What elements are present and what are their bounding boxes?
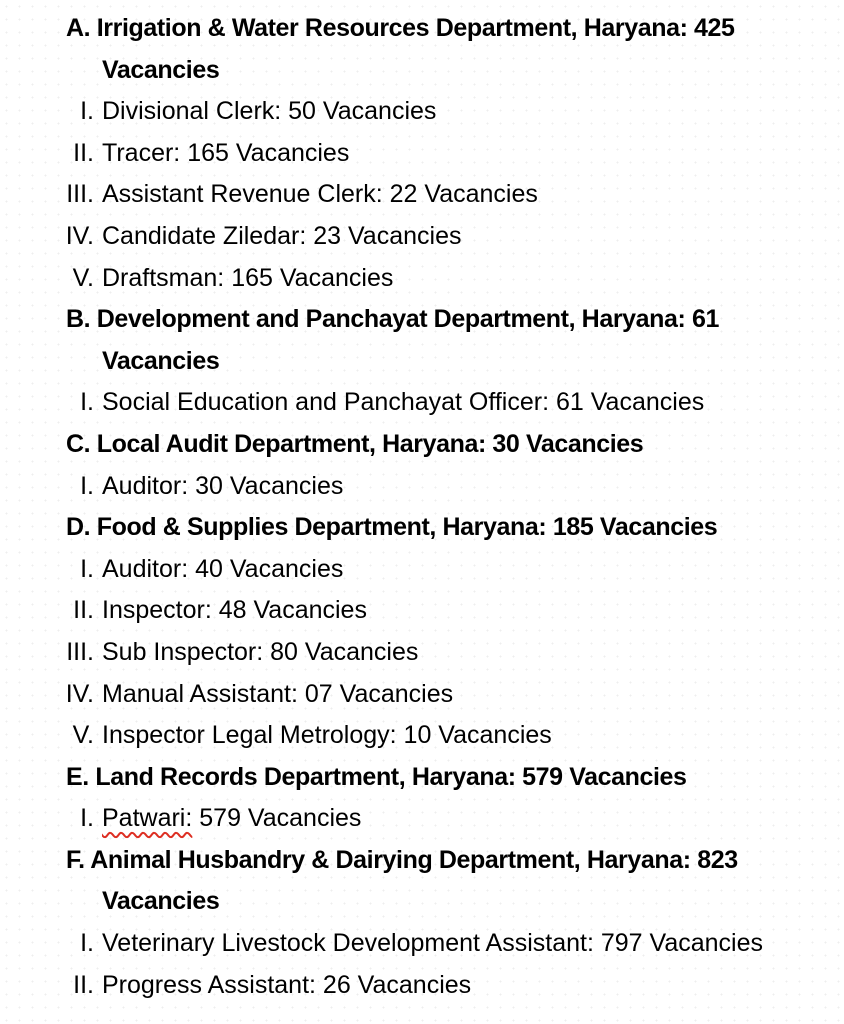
vacancy-item bbox=[0, 466, 844, 508]
item-text: Auditor: 30 Vacancies bbox=[102, 471, 344, 500]
section-marker: A. bbox=[66, 14, 91, 42]
item-marker: III. bbox=[66, 180, 94, 209]
vacancy-item bbox=[0, 923, 844, 965]
vacancy-item bbox=[0, 965, 844, 1007]
item-text: Manual Assistant: 07 Vacancies bbox=[102, 679, 454, 708]
vacancy-item bbox=[0, 632, 844, 674]
section-marker: E. bbox=[66, 762, 89, 791]
item-text: Progress Assistant: 26 Vacancies bbox=[102, 970, 472, 999]
vacancy-item bbox=[0, 133, 844, 175]
item-text: Sub Inspector: 80 Vacancies bbox=[102, 637, 419, 666]
item-marker: II. bbox=[73, 138, 94, 167]
item-marker: I. bbox=[80, 554, 94, 583]
section-marker: B. bbox=[66, 305, 91, 334]
item-text: Patwari: 579 Vacancies bbox=[102, 804, 362, 833]
item-marker: V. bbox=[72, 263, 94, 292]
item-text: Inspector: 48 Vacancies bbox=[102, 596, 367, 625]
section-title-line: Animal Husbandry & Dairying Department, Haryana: 823 bbox=[90, 845, 738, 874]
section-title-line: Local Audit Department, Haryana: 30 Vacancies bbox=[96, 429, 644, 458]
vacancy-item bbox=[0, 258, 844, 300]
vacancy-item bbox=[0, 715, 844, 757]
section-title-line: Vacancies bbox=[102, 887, 220, 916]
item-marker: I. bbox=[80, 471, 94, 500]
vacancy-item bbox=[0, 798, 844, 840]
item-marker: III. bbox=[66, 637, 94, 666]
vacancy-list bbox=[0, 8, 844, 1006]
section-heading bbox=[0, 8, 844, 91]
section-heading bbox=[0, 840, 844, 923]
section-title-line: Irrigation & Water Resources Department, Haryana: 425 bbox=[96, 14, 735, 42]
item-marker: IV. bbox=[65, 221, 94, 250]
section-marker: F. bbox=[66, 845, 85, 874]
section-marker: D. bbox=[66, 513, 91, 542]
item-marker: I. bbox=[80, 929, 94, 958]
vacancy-item bbox=[0, 91, 844, 133]
section-title-line: Development and Panchayat Department, Haryana: 61 bbox=[96, 305, 720, 334]
section-heading bbox=[0, 507, 844, 549]
item-marker: II. bbox=[73, 596, 94, 625]
item-text: Assistant Revenue Clerk: 22 Vacancies bbox=[102, 180, 538, 209]
vacancy-item bbox=[0, 216, 844, 258]
item-text: Social Education and Panchayat Officer: 61 Vacancies bbox=[102, 388, 705, 417]
section-title-line: Land Records Department, Haryana: 579 Vacancies bbox=[95, 762, 687, 791]
item-text: Divisional Clerk: 50 Vacancies bbox=[102, 97, 437, 126]
item-text: Tracer: 165 Vacancies bbox=[102, 138, 350, 167]
item-marker: I. bbox=[80, 388, 94, 417]
item-text: Draftsman: 165 Vacancies bbox=[102, 263, 394, 292]
vacancy-item bbox=[0, 590, 844, 632]
misspelled-word: Patwari: bbox=[102, 804, 193, 833]
section-marker: C. bbox=[66, 429, 91, 458]
vacancy-item bbox=[0, 674, 844, 716]
vacancy-item bbox=[0, 549, 844, 591]
section-heading bbox=[0, 757, 844, 799]
item-marker: IV. bbox=[65, 679, 94, 708]
item-text: Auditor: 40 Vacancies bbox=[102, 554, 344, 583]
item-text: Inspector Legal Metrology: 10 Vacancies bbox=[102, 721, 552, 750]
item-marker: I. bbox=[80, 804, 94, 833]
section-heading bbox=[0, 424, 844, 466]
vacancy-item bbox=[0, 382, 844, 424]
item-marker: II. bbox=[73, 970, 94, 999]
vacancy-item bbox=[0, 174, 844, 216]
item-text: Veterinary Livestock Development Assistant: 797 Vacancies bbox=[102, 929, 763, 958]
section-title-line: Vacancies bbox=[102, 346, 220, 375]
section-title-line: Food & Supplies Department, Haryana: 185 Vacancies bbox=[96, 513, 718, 542]
item-text: Candidate Ziledar: 23 Vacancies bbox=[102, 221, 462, 250]
section-heading bbox=[0, 299, 844, 382]
item-marker: I. bbox=[80, 97, 94, 126]
section-title-line: Vacancies bbox=[102, 55, 220, 84]
item-marker: V. bbox=[72, 721, 94, 750]
